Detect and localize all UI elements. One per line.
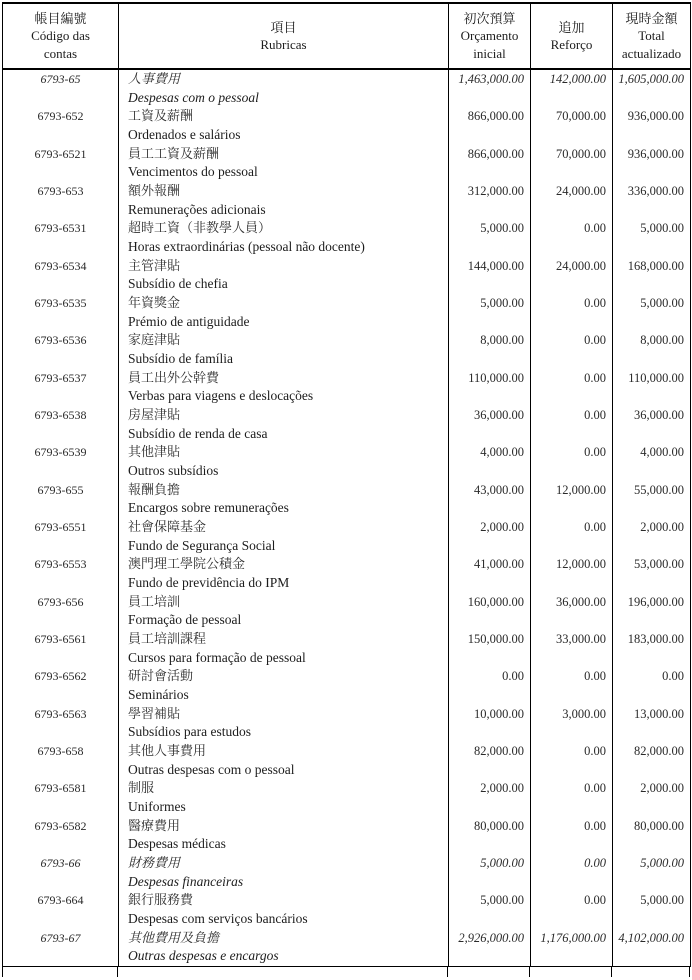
initial-budget-cell: 82,000.00: [449, 742, 531, 779]
reinforcement-cell: 0.00: [531, 891, 613, 928]
total-updated-cell: 110,000.00: [613, 369, 691, 406]
header-total-updated-pt: Total actualizado: [621, 28, 682, 61]
initial-budget-cell: 1,463,000.00: [449, 69, 531, 107]
total-updated-cell: 336,000.00: [613, 182, 691, 219]
stub-col-reinforcement: [530, 967, 612, 977]
account-code-cell: [3, 257, 119, 294]
initial-budget-cell: 2,926,000.00: [449, 929, 531, 967]
account-code-cell: [3, 219, 119, 256]
item-label-zh: 人事費用: [128, 71, 181, 86]
reinforcement-cell: 0.00: [531, 294, 613, 331]
item-cell: [119, 107, 449, 144]
account-code-cell: [3, 705, 119, 742]
table-row: [3, 481, 691, 518]
initial-budget-cell: 5,000.00: [449, 891, 531, 928]
reinforcement-cell: 3,000.00: [531, 705, 613, 742]
account-code: 6793-6582: [34, 818, 87, 833]
account-code-cell: [3, 667, 119, 704]
table-row: [3, 294, 691, 331]
table-row: [3, 406, 691, 443]
table-row: [3, 891, 691, 928]
table-row: [3, 779, 691, 816]
header-initial-budget-zh: 初次預算: [463, 10, 516, 26]
table-row: [3, 593, 691, 630]
account-code-cell: [3, 443, 119, 480]
account-code-cell: [3, 817, 119, 854]
table-row: [3, 742, 691, 779]
initial-budget-cell: 36,000.00: [449, 406, 531, 443]
account-code-cell: [3, 369, 119, 406]
total-updated-cell: 53,000.00: [613, 555, 691, 592]
item-cell: [119, 854, 449, 891]
reinforcement-cell: 0.00: [531, 667, 613, 704]
table-row: [3, 107, 691, 144]
total-updated-cell: 5,000.00: [613, 891, 691, 928]
reinforcement-cell: 0.00: [531, 854, 613, 891]
total-updated-cell: 936,000.00: [613, 107, 691, 144]
reinforcement-cell: 24,000.00: [531, 257, 613, 294]
initial-budget-cell: 866,000.00: [449, 107, 531, 144]
table-row: [3, 667, 691, 704]
table-body: [3, 69, 691, 966]
account-code: 6793-6534: [34, 258, 87, 273]
reinforcement-cell: 0.00: [531, 219, 613, 256]
table-row: [3, 630, 691, 667]
total-updated-cell: 36,000.00: [613, 406, 691, 443]
account-code-cell: [3, 929, 119, 967]
account-code: 6793-658: [37, 743, 84, 758]
item-cell: [119, 891, 449, 928]
initial-budget-cell: 4,000.00: [449, 443, 531, 480]
item-label-zh: 員工培訓: [128, 593, 181, 609]
item-label-pt: Encargos sobre remunerações: [128, 500, 289, 516]
total-updated-cell: 55,000.00: [613, 481, 691, 518]
initial-budget-cell: 5,000.00: [449, 219, 531, 256]
item-label-pt: Verbas para viagens e deslocações: [128, 388, 314, 404]
account-code-cell: [3, 182, 119, 219]
table-row: [3, 145, 691, 182]
item-label-zh: 員工培訓課程: [128, 630, 207, 646]
initial-budget-cell: 866,000.00: [449, 145, 531, 182]
total-updated-cell: 5,000.00: [613, 219, 691, 256]
initial-budget-cell: 2,000.00: [449, 518, 531, 555]
item-cell: [119, 555, 449, 592]
total-updated-cell: 4,000.00: [613, 443, 691, 480]
header-account-code: [3, 3, 119, 69]
account-code: 6793-65: [40, 72, 81, 86]
header-account-code-pt: Código das contas: [31, 28, 90, 61]
header-initial-budget: [449, 3, 531, 69]
stub-col-account-code: [2, 967, 118, 977]
initial-budget-cell: 5,000.00: [449, 854, 531, 891]
item-label-zh: 工資及薪酬: [128, 108, 194, 124]
item-cell: [119, 406, 449, 443]
initial-budget-cell: 312,000.00: [449, 182, 531, 219]
item-label-zh: 主管津貼: [128, 257, 181, 273]
item-label-zh: 財務費用: [128, 854, 181, 870]
header-reinforcement-pt: Reforço: [550, 37, 593, 52]
item-cell: [119, 443, 449, 480]
item-label-pt: Uniformes: [128, 798, 186, 814]
reinforcement-cell: 36,000.00: [531, 593, 613, 630]
item-label-pt: Outras despesas e encargos: [128, 948, 279, 964]
item-label-pt: Cursos para formação de pessoal: [128, 649, 306, 665]
reinforcement-cell: 0.00: [531, 406, 613, 443]
item-label-pt: Prémio de antiguidade: [128, 313, 250, 329]
reinforcement-cell: 0.00: [531, 331, 613, 368]
table-continuation-rules: [2, 967, 690, 977]
reinforcement-cell: 70,000.00: [531, 145, 613, 182]
item-label-pt: Formação de pessoal: [128, 612, 242, 628]
total-updated-cell: 168,000.00: [613, 257, 691, 294]
stub-col-item: [118, 967, 448, 977]
total-updated-cell: 13,000.00: [613, 705, 691, 742]
item-label-zh: 其他津貼: [128, 444, 181, 460]
initial-budget-cell: 0.00: [449, 667, 531, 704]
table-row: [3, 817, 691, 854]
item-cell: [119, 742, 449, 779]
item-label-zh: 社會保障基金: [128, 518, 207, 534]
header-item: [119, 3, 449, 69]
account-code-cell: [3, 69, 119, 107]
item-label-pt: Outros subsídios: [128, 462, 219, 478]
total-updated-cell: 4,102,000.00: [613, 929, 691, 967]
total-updated-cell: 183,000.00: [613, 630, 691, 667]
table-row: [3, 929, 691, 967]
item-cell: [119, 481, 449, 518]
item-cell: [119, 929, 449, 967]
item-cell: [119, 667, 449, 704]
table-row: [3, 518, 691, 555]
table-row: [3, 854, 691, 891]
initial-budget-cell: 10,000.00: [449, 705, 531, 742]
item-label-pt: Outras despesas com o pessoal: [128, 761, 295, 777]
reinforcement-cell: 12,000.00: [531, 481, 613, 518]
account-code-cell: [3, 854, 119, 891]
table-row: [3, 182, 691, 219]
item-label-zh: 醫療費用: [128, 817, 181, 833]
initial-budget-cell: 80,000.00: [449, 817, 531, 854]
reinforcement-cell: 0.00: [531, 817, 613, 854]
item-label-zh: 澳門理工學院公積金: [128, 556, 246, 572]
reinforcement-cell: 0.00: [531, 779, 613, 816]
total-updated-cell: 2,000.00: [613, 518, 691, 555]
stub-col-total: [612, 967, 690, 977]
item-label-zh: 制服: [128, 780, 155, 796]
account-code: 6793-6563: [34, 706, 87, 721]
item-label-zh: 報酬負擔: [128, 481, 181, 497]
account-code-cell: [3, 107, 119, 144]
account-code: 6793-66: [40, 855, 81, 870]
initial-budget-cell: 150,000.00: [449, 630, 531, 667]
total-updated-cell: 8,000.00: [613, 331, 691, 368]
table-header: [3, 3, 691, 69]
account-code: 6793-656: [37, 594, 84, 609]
initial-budget-cell: 43,000.00: [449, 481, 531, 518]
total-updated-cell: 5,000.00: [613, 854, 691, 891]
table-row: [3, 219, 691, 256]
header-total-updated-zh: 現時金額: [625, 10, 678, 26]
account-code: 6793-6562: [34, 669, 87, 684]
account-code-cell: [3, 555, 119, 592]
reinforcement-cell: 1,176,000.00: [531, 929, 613, 967]
account-code-cell: [3, 891, 119, 928]
account-code: 6793-6531: [34, 221, 87, 236]
header-account-code-zh: 帳目編號: [34, 10, 87, 26]
initial-budget-cell: 8,000.00: [449, 331, 531, 368]
reinforcement-cell: 142,000.00: [531, 69, 613, 107]
item-label-zh: 員工出外公幹費: [128, 369, 220, 385]
account-code: 6793-67: [40, 930, 81, 945]
item-label-pt: Subsídio de chefia: [128, 276, 228, 292]
item-label-pt: Horas extraordinárias (pessoal não docente): [128, 238, 365, 254]
item-cell: [119, 294, 449, 331]
item-label-zh: 額外報酬: [128, 182, 181, 198]
item-label-pt: Subsídio de renda de casa: [128, 425, 268, 441]
total-updated-cell: 5,000.00: [613, 294, 691, 331]
total-updated-cell: 196,000.00: [613, 593, 691, 630]
account-code-cell: [3, 145, 119, 182]
item-label-pt: Despesas com o pessoal: [128, 89, 259, 105]
account-code: 6793-6521: [34, 146, 87, 161]
account-code: 6793-6553: [34, 557, 87, 572]
item-cell: [119, 369, 449, 406]
total-updated-cell: 0.00: [613, 667, 691, 704]
item-label-zh: 銀行服務費: [128, 892, 194, 908]
account-code: 6793-6537: [34, 370, 87, 385]
initial-budget-cell: 41,000.00: [449, 555, 531, 592]
header-initial-budget-pt: Orçamento inicial: [460, 28, 519, 61]
account-code: 6793-6539: [34, 445, 87, 460]
account-code: 6793-653: [37, 183, 84, 198]
header-item-pt: Rubricas: [260, 37, 307, 52]
item-label-zh: 房屋津貼: [128, 406, 181, 422]
item-label-pt: Despesas financeiras: [128, 873, 244, 889]
table-row: [3, 257, 691, 294]
item-label-zh: 超時工資（非教學人員）: [128, 220, 272, 236]
item-label-zh: 學習補貼: [128, 705, 181, 721]
account-code: 6793-6536: [34, 333, 87, 348]
item-label-pt: Remunerações adicionais: [128, 201, 266, 217]
account-code-cell: [3, 331, 119, 368]
account-code-cell: [3, 779, 119, 816]
initial-budget-cell: 160,000.00: [449, 593, 531, 630]
reinforcement-cell: 70,000.00: [531, 107, 613, 144]
account-code-cell: [3, 742, 119, 779]
initial-budget-cell: 2,000.00: [449, 779, 531, 816]
item-cell: [119, 145, 449, 182]
reinforcement-cell: 12,000.00: [531, 555, 613, 592]
item-label-pt: Despesas com serviços bancários: [128, 910, 308, 926]
reinforcement-cell: 0.00: [531, 369, 613, 406]
account-code: 6793-664: [37, 893, 84, 908]
item-label-pt: Subsídios para estudos: [128, 724, 251, 740]
reinforcement-cell: 0.00: [531, 518, 613, 555]
account-code: 6793-6581: [34, 781, 87, 796]
budget-table: [2, 2, 691, 967]
reinforcement-cell: 0.00: [531, 742, 613, 779]
item-cell: [119, 331, 449, 368]
item-label-pt: Subsídio de família: [128, 350, 233, 366]
account-code-cell: [3, 593, 119, 630]
budget-document-page: [0, 2, 692, 980]
reinforcement-cell: 0.00: [531, 443, 613, 480]
initial-budget-cell: 110,000.00: [449, 369, 531, 406]
header-row: [3, 3, 691, 69]
account-code-cell: [3, 481, 119, 518]
item-cell: [119, 219, 449, 256]
account-code: 6793-6535: [34, 295, 87, 310]
item-label-zh: 家庭津貼: [128, 332, 181, 348]
item-cell: [119, 69, 449, 107]
item-cell: [119, 182, 449, 219]
item-label-pt: Fundo de previdência do IPM: [128, 574, 290, 590]
table-row: [3, 69, 691, 107]
item-label-zh: 員工工資及薪酬: [128, 145, 220, 161]
item-cell: [119, 518, 449, 555]
item-cell: [119, 630, 449, 667]
reinforcement-cell: 24,000.00: [531, 182, 613, 219]
header-reinforcement: [531, 3, 613, 69]
item-label-pt: Fundo de Segurança Social: [128, 537, 276, 553]
table-row: [3, 705, 691, 742]
stub-col-initial-budget: [448, 967, 530, 977]
item-label-pt: Vencimentos do pessoal: [128, 164, 258, 180]
item-label-pt: Ordenados e salários: [128, 127, 241, 142]
total-updated-cell: 1,605,000.00: [613, 69, 691, 107]
reinforcement-cell: 33,000.00: [531, 630, 613, 667]
table-row: [3, 555, 691, 592]
account-code: 6793-652: [37, 109, 84, 124]
item-label-zh: 其他費用及負擔: [128, 929, 220, 945]
account-code: 6793-655: [37, 482, 84, 497]
item-cell: [119, 817, 449, 854]
item-cell: [119, 593, 449, 630]
account-code: 6793-6551: [34, 519, 87, 534]
header-reinforcement-zh: 追加: [558, 19, 585, 35]
total-updated-cell: 2,000.00: [613, 779, 691, 816]
item-label-pt: Despesas médicas: [128, 836, 226, 852]
initial-budget-cell: 5,000.00: [449, 294, 531, 331]
item-cell: [119, 779, 449, 816]
header-item-zh: 項目: [270, 19, 297, 35]
table-row: [3, 443, 691, 480]
account-code: 6793-6561: [34, 631, 87, 646]
item-cell: [119, 257, 449, 294]
account-code: 6793-6538: [34, 407, 87, 422]
table-row: [3, 369, 691, 406]
account-code-cell: [3, 406, 119, 443]
item-label-zh: 研討會活動: [128, 668, 194, 684]
account-code-cell: [3, 518, 119, 555]
header-total-updated: [613, 3, 691, 69]
total-updated-cell: 82,000.00: [613, 742, 691, 779]
table-row: [3, 331, 691, 368]
item-label-pt: Seminários: [128, 686, 189, 702]
total-updated-cell: 80,000.00: [613, 817, 691, 854]
account-code-cell: [3, 294, 119, 331]
initial-budget-cell: 144,000.00: [449, 257, 531, 294]
item-label-zh: 年資獎金: [128, 294, 181, 310]
item-cell: [119, 705, 449, 742]
total-updated-cell: 936,000.00: [613, 145, 691, 182]
account-code-cell: [3, 630, 119, 667]
item-label-zh: 其他人事費用: [128, 742, 207, 758]
